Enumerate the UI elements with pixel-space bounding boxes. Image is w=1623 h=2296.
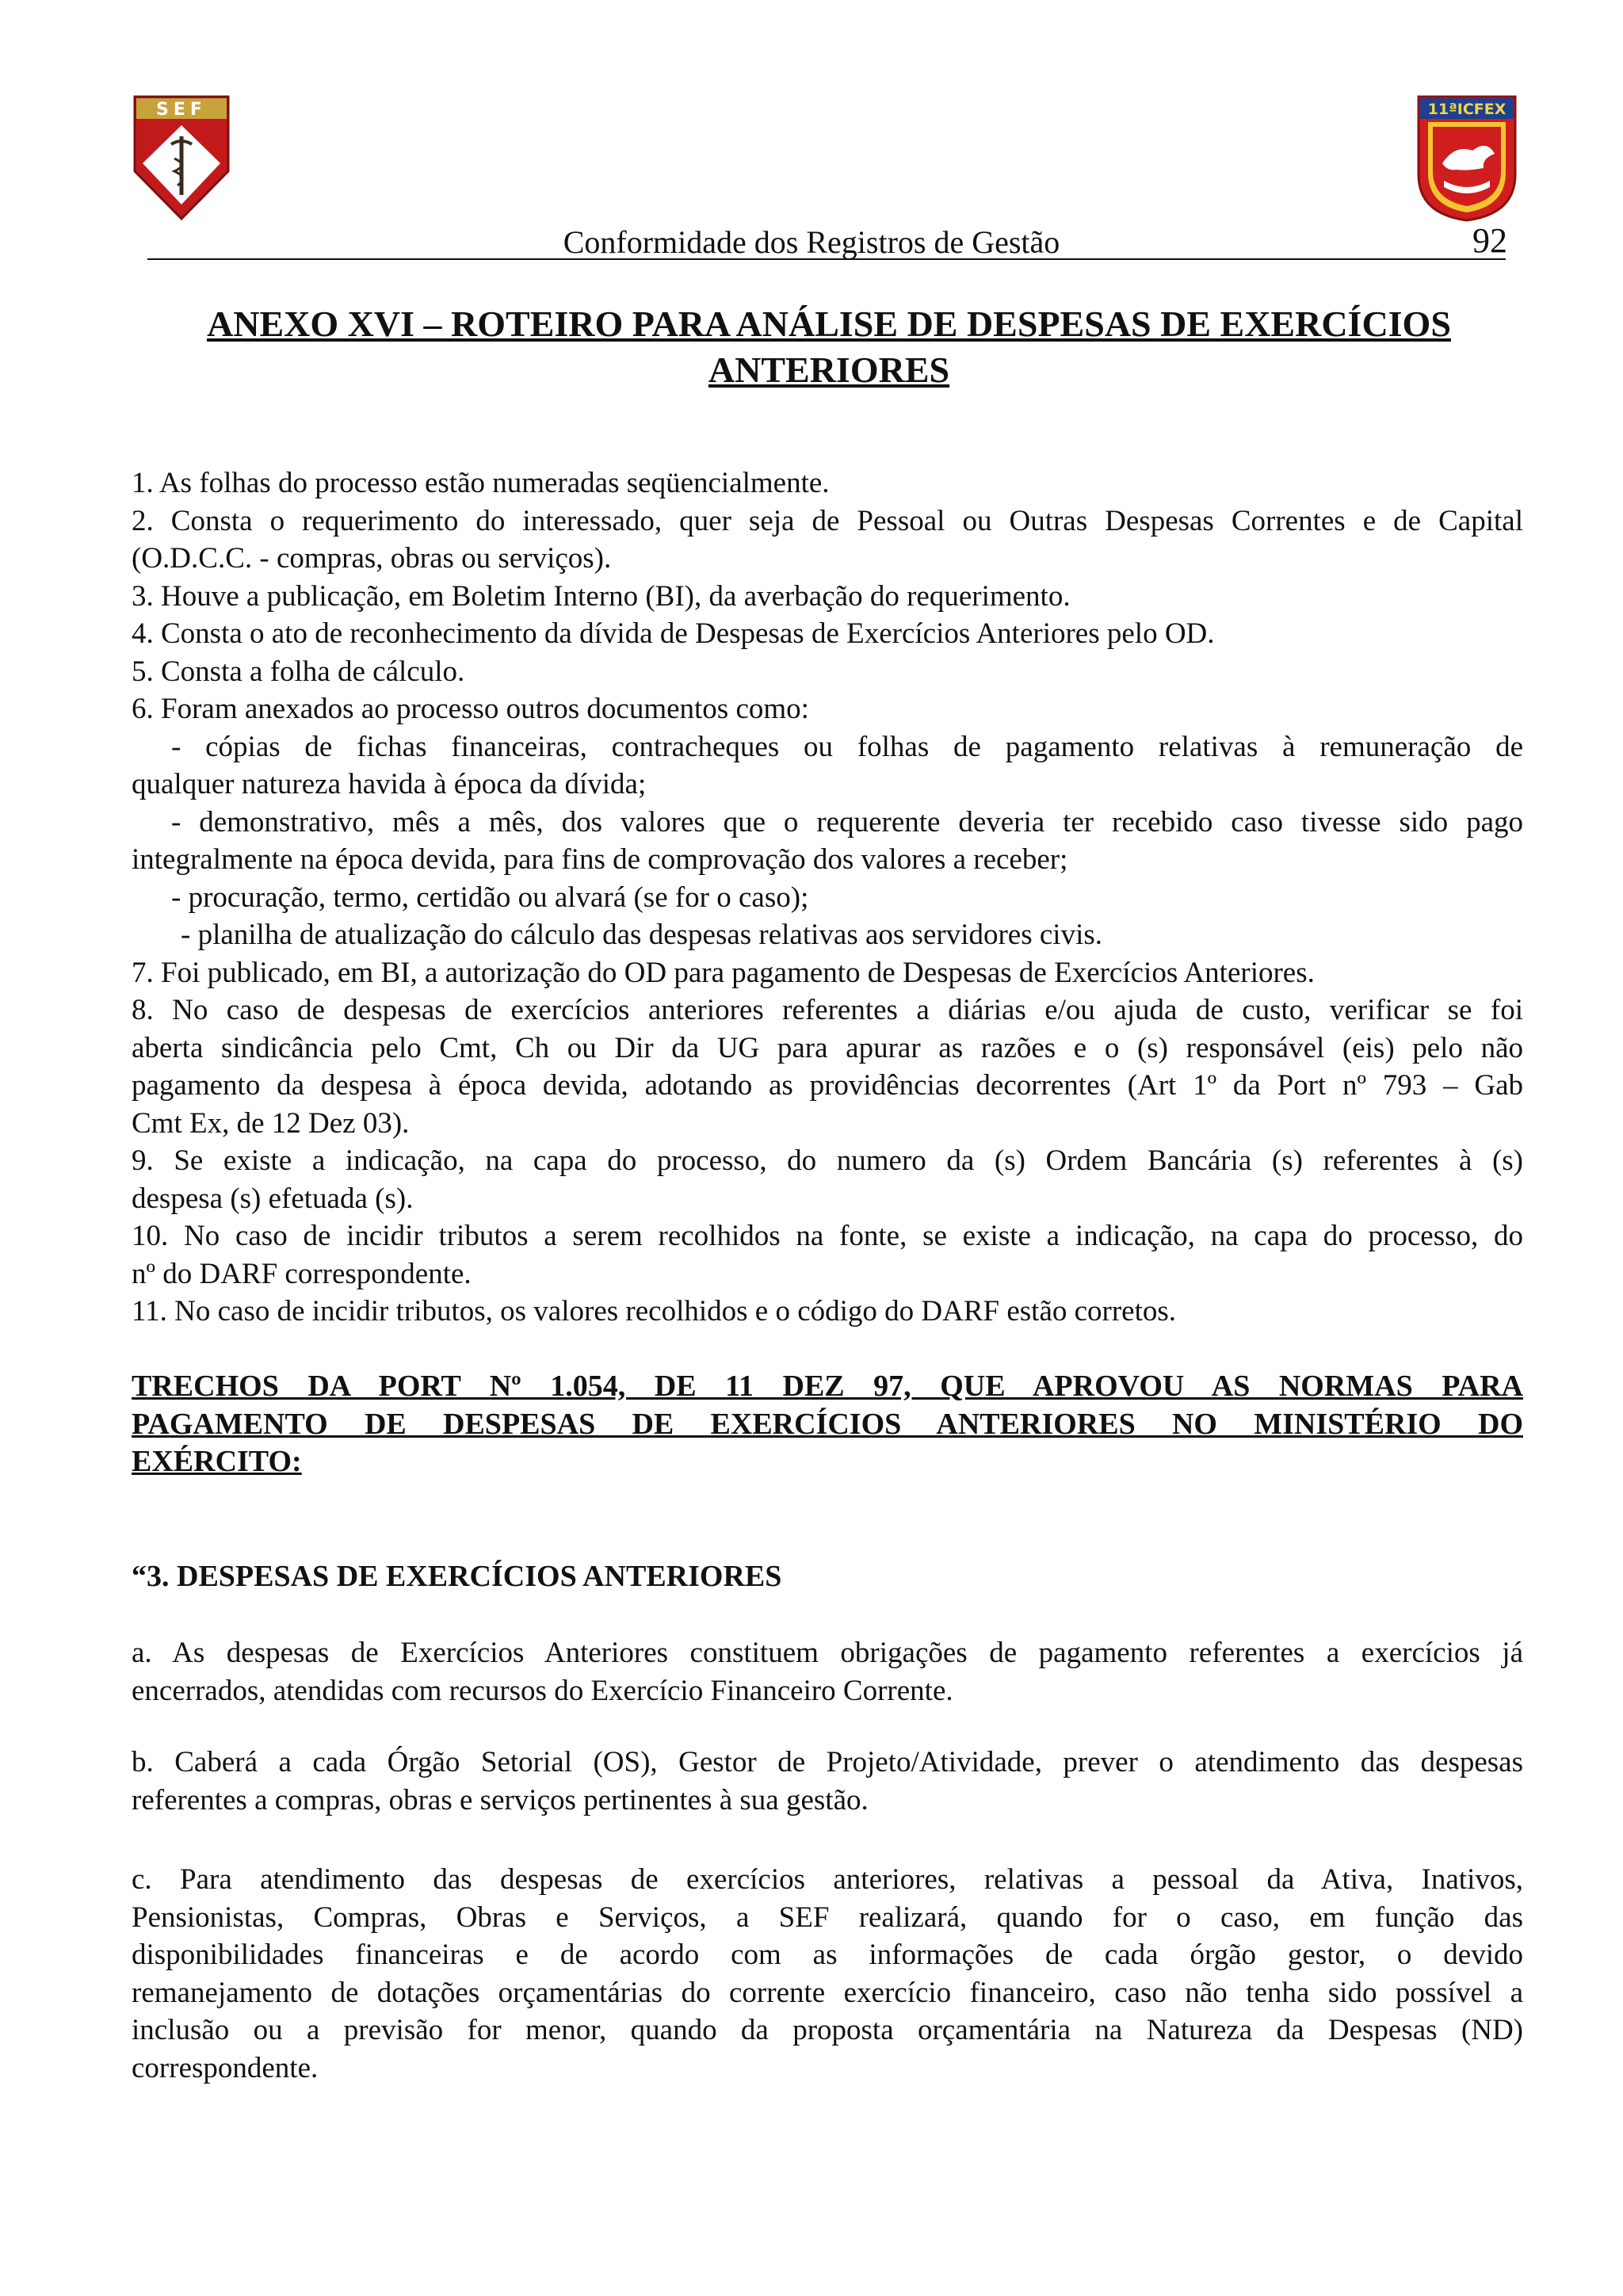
checklist-line: 5. Consta a folha de cálculo.	[132, 655, 465, 688]
paragraph-line: a. As despesas de Exercícios Anteriores constituem obrigações de pagamento referentes a exercícios já	[132, 1637, 1523, 1669]
header-title: Conformidade dos Registros de Gestão	[563, 224, 1060, 260]
paragraph-line: Pensionistas, Compras, Obras e Serviços, a SEF realizará, quando for o caso, em função das	[132, 1901, 1523, 1934]
paragraph-line: b. Caberá a cada Órgão Setorial (OS), Gestor de Projeto/Atividade, prever o atendimento das despesas	[132, 1746, 1523, 1778]
checklist-line: pagamento da despesa à época devida, adotando as providências decorrentes (Art 1º da Port nº 793 – Gab	[132, 1069, 1523, 1102]
checklist	[132, 464, 1523, 1331]
checklist-line: Cmt Ex, de 12 Dez 03).	[132, 1106, 410, 1140]
svg-text:SEF: SEF	[156, 100, 207, 120]
sub-heading: “3. DESPESAS DE EXERCÍCIOS ANTERIORES	[132, 1560, 782, 1593]
paragraph-a	[132, 1634, 1523, 1710]
section-heading	[132, 1368, 1523, 1481]
document-title-line: ANTERIORES	[708, 350, 950, 390]
checklist-line: 8. No caso de despesas de exercícios anteriores referentes a diárias e/ou ajuda de custo, verificar se foi	[132, 994, 1523, 1026]
document-title	[132, 301, 1526, 393]
checklist-line: 6. Foram anexados ao processo outros documentos como:	[132, 693, 809, 725]
paragraph-line: referentes a compras, obras e serviços pertinentes à sua gestão.	[132, 1783, 869, 1817]
checklist-line: aberta sindicância pelo Cmt, Ch ou Dir da UG para apurar as razões e o (s) responsável (eis) pelo não	[132, 1031, 1523, 1064]
header-divider	[147, 258, 1506, 260]
sef-shield-logo-icon	[132, 95, 231, 222]
checklist-line: 7. Foi publicado, em BI, a autorização do OD para pagamento de Despesas de Exercícios Anteriores.	[132, 956, 1315, 989]
checklist-line: despesa (s) efetuada (s).	[132, 1182, 414, 1215]
icfex-shield-logo-icon	[1415, 95, 1518, 222]
paragraph-b	[132, 1744, 1523, 1819]
checklist-line: - cópias de fichas financeiras, contracheques ou folhas de pagamento relativas à remuneração de	[171, 730, 1523, 763]
checklist-line: 1. As folhas do processo estão numeradas seqüencialmente.	[132, 467, 830, 499]
paragraph-line: disponibilidades financeiras e de acordo com as informações de cada órgão gestor, o devido	[132, 1939, 1523, 1971]
checklist-line: 10. No caso de incidir tributos a serem recolhidos na fonte, se existe a indicação, na capa do processo, do	[132, 1220, 1523, 1252]
svg-text:11ªICFEX: 11ªICFEX	[1427, 101, 1507, 118]
paragraph-line: encerrados, atendidas com recursos do Exercício Financeiro Corrente.	[132, 1674, 953, 1707]
checklist-line: 11. No caso de incidir tributos, os valores recolhidos e o código do DARF estão corretos.	[132, 1295, 1177, 1328]
checklist-line: - demonstrativo, mês a mês, dos valores que o requerente deveria ter recebido caso tivesse sido pago	[171, 805, 1523, 839]
paragraph-line: inclusão ou a previsão for menor, quando da proposta orçamentária na Natureza da Despesas (ND)	[132, 2014, 1523, 2046]
paragraph-line: c. Para atendimento das despesas de exercícios anteriores, relativas a pessoal da Ativa, Inativos,	[132, 1863, 1523, 1896]
document-title-line: ANEXO XVI – ROTEIRO PARA ANÁLISE DE DESPESAS DE EXERCÍCIOS	[207, 304, 1451, 344]
section-heading-line: PAGAMENTO DE DESPESAS DE EXERCÍCIOS ANTERIORES NO MINISTÉRIO DO	[132, 1407, 1523, 1441]
checklist-line: - planilha de atualização do cálculo das despesas relativas aos servidores civis.	[181, 919, 1103, 951]
checklist-line: 4. Consta o ato de reconhecimento da dívida de Despesas de Exercícios Anteriores pelo OD.	[132, 617, 1215, 650]
checklist-line: 2. Consta o requerimento do interessado, quer seja de Pessoal ou Outras Despesas Correntes e de Capital	[132, 504, 1523, 537]
section-heading-line: TRECHOS DA PORT Nº 1.054, DE 11 DEZ 97, QUE APROVOU AS NORMAS PARA	[132, 1370, 1523, 1403]
checklist-line: (O.D.C.C. - compras, obras ou serviços).	[132, 542, 612, 575]
checklist-line: 9. Se existe a indicação, na capa do processo, do numero da (s) Ordem Bancária (s) referentes à (s)	[132, 1144, 1523, 1177]
checklist-line: qualquer natureza havida à época da dívida;	[132, 768, 647, 800]
paragraph-c	[132, 1861, 1523, 2087]
paragraph-line: remanejamento de dotações orçamentárias do corrente exercício financeiro, caso não tenha sido possível a	[132, 1976, 1523, 2009]
checklist-line: - procuração, termo, certidão ou alvará (se for o caso);	[171, 881, 809, 914]
checklist-line: integralmente na época devida, para fins de comprovação dos valores a receber;	[132, 843, 1068, 876]
paragraph-line: correspondente.	[132, 2051, 319, 2084]
checklist-line: 3. Houve a publicação, em Boletim Interno (BI), da averbação do requerimento.	[132, 579, 1071, 613]
page-number: 92	[1472, 221, 1507, 260]
section-heading-line: EXÉRCITO:	[132, 1445, 302, 1478]
checklist-line: nº do DARF correspondente.	[132, 1257, 472, 1290]
